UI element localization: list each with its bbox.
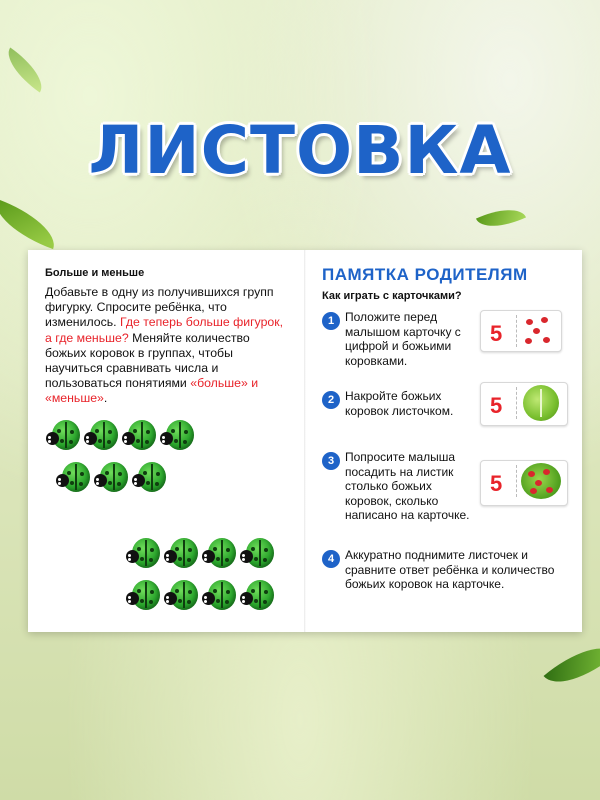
instruction-text: [45, 285, 290, 407]
mini-ladybug: [546, 487, 553, 493]
step-text-1: Положите перед малышом карточку с цифрой и божьими коровками.: [345, 310, 461, 368]
card-separator: [516, 315, 518, 347]
text-part: Меняйте количество божьих коровок в группах, чтобы научиться сравнивать числа и пользоваться понятиями: [45, 330, 250, 391]
ladybug-figure: [122, 420, 156, 450]
card-number-ladybugs: [480, 310, 562, 352]
card-number: 5: [490, 393, 503, 418]
step-text-2: Накройте божьих коровок листочком.: [345, 389, 454, 418]
ladybug-figure: [202, 538, 236, 568]
mini-ladybug: [535, 480, 542, 486]
card-number: 5: [490, 321, 503, 346]
ladybug-figure: [84, 420, 118, 450]
ladybug-figure: [56, 462, 90, 492]
text-part: Добавьте в одну из получившихся групп фигурку. Спросите ребёнка, что изменилось.: [45, 285, 274, 330]
card-leaf-covered: [480, 382, 568, 426]
step-text-4: Аккуратно поднимите листочек и сравните ответ ребёнка и количество божьих коровок на карточке.: [345, 548, 555, 591]
ladybug-figure: [164, 580, 198, 610]
step-number-2: 2: [322, 391, 340, 409]
ladybug-figure: [240, 580, 274, 610]
mini-ladybug: [543, 469, 550, 475]
mini-ladybug: [525, 338, 532, 344]
memo-subtitle: Как играть с карточками?: [322, 290, 462, 302]
memo-title: ПАМЯТКА РОДИТЕЛЯМ: [322, 265, 528, 284]
leaf-decoration: [0, 47, 51, 92]
mini-ladybug: [533, 328, 540, 334]
left-page: [28, 250, 305, 632]
text-part: .: [103, 391, 108, 406]
ladybug-figure: [132, 462, 166, 492]
step-number-3: 3: [322, 452, 340, 470]
card-number: 5: [490, 471, 503, 496]
step-text-3: Попросите малыша посадить на листик столько божьих коровок, сколько написано на карточке.: [345, 450, 470, 522]
page-title: ЛИСТОВКА: [88, 112, 512, 189]
ladybug-figure: [94, 462, 128, 492]
ladybug-figure: [202, 580, 236, 610]
card-leaf-with-ladybugs: [480, 460, 568, 506]
card-separator: [516, 387, 518, 419]
mini-ladybug: [543, 337, 550, 343]
mini-ladybug: [526, 319, 533, 325]
ladybug-figure: [240, 538, 274, 568]
leaf-icon: [523, 385, 559, 421]
highlight-terms: «больше» и «меньше»: [45, 376, 259, 406]
highlight-question: Где теперь больше фигурок, а где меньше?: [45, 315, 284, 345]
step-number-4: 4: [322, 550, 340, 568]
mini-ladybug: [530, 488, 537, 494]
ladybug-figure: [160, 420, 194, 450]
leaf-decoration: [0, 199, 63, 249]
leaflet-sheet: [28, 250, 582, 632]
section-heading: Больше и меньше: [45, 267, 145, 279]
ladybug-figure: [126, 538, 160, 568]
right-page: [305, 250, 582, 632]
leaf-decoration: [544, 631, 600, 699]
ladybug-figure: [126, 580, 160, 610]
step-number-1: 1: [322, 312, 340, 330]
leaf-icon: [521, 463, 561, 499]
ladybug-figure: [46, 420, 80, 450]
mini-ladybug: [528, 471, 535, 477]
leaf-decoration: [476, 199, 526, 237]
card-separator: [516, 465, 518, 497]
ladybug-figure: [164, 538, 198, 568]
mini-ladybug: [541, 317, 548, 323]
